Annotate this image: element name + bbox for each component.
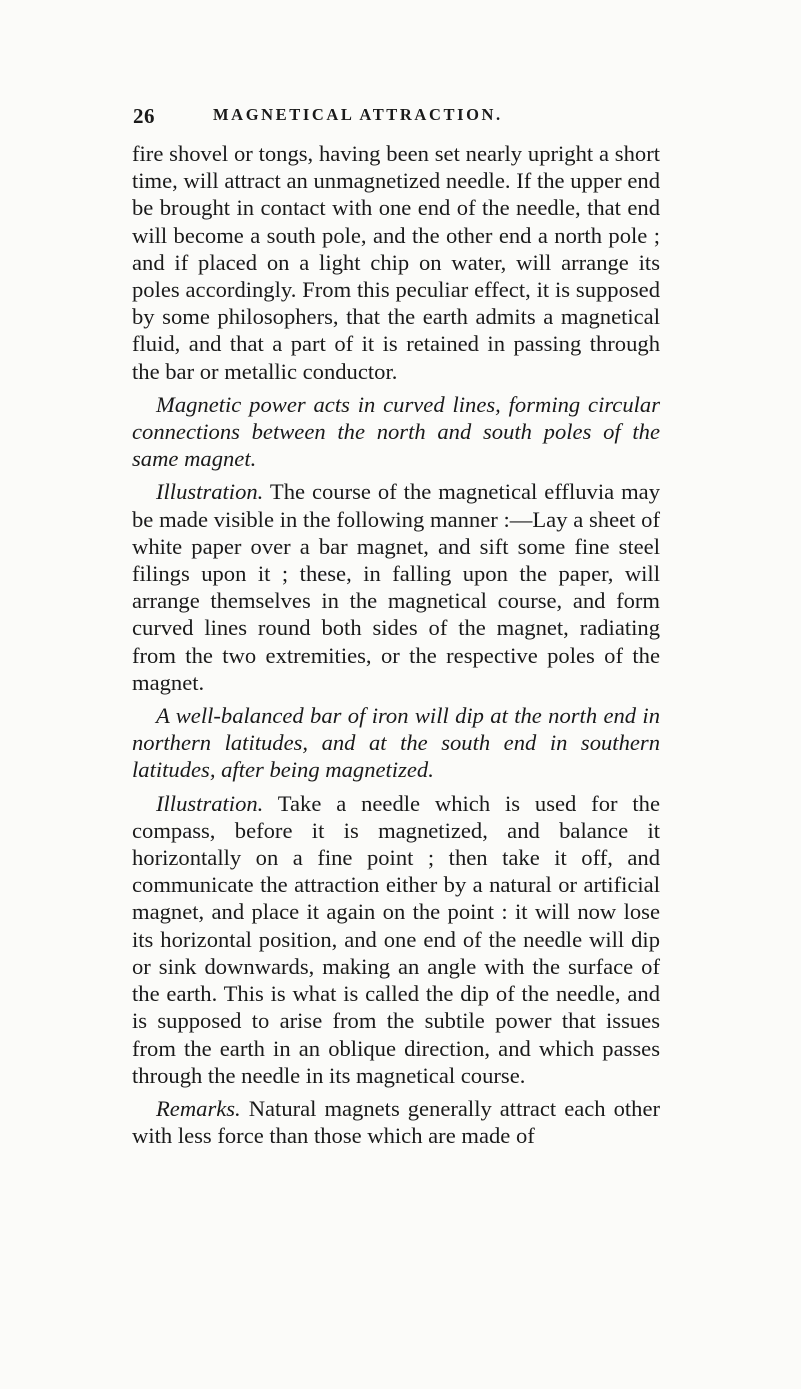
proposition-curved-lines: Magnetic power acts in curved lines, forming circular connections between the north and south poles of the same magnet. — [132, 391, 660, 472]
illustration-text: Take a needle which is used for the compass, before it is magnetized, and balance it horizontally on a fine point ; then take it off, and communicate the attraction either by a natural or artificial magnet, and place it again on the point : it will now lose its horizontal position, and one end of the needle will dip or sink downwards, making an angle with the surface of the earth. This is what is called the dip of the needle, and is supposed to arise from the subtile power that issues from the earth in an oblique direction, and which passes through the needle in its magnetical course. — [132, 790, 660, 1088]
page-number: 26 — [133, 104, 155, 128]
body-text — [132, 140, 660, 1149]
illustration-label: Illustration. — [156, 790, 264, 816]
illustration-needle — [132, 790, 660, 1089]
proposition-dip: A well-balanced bar of iron will dip at the north end in northern latitudes, and at the south end in southern latitudes, after being magnetized. — [132, 703, 660, 783]
remarks-label: Remarks. — [156, 1095, 241, 1121]
illustration-effluvia — [132, 478, 660, 696]
paragraph-continuation: fire shovel or tongs, having been set nearly upright a short time, will attract an unmagnetized needle. If the upper end be brought in contact with one end of the needle, that end will become a south pole, and the other end a north pole ; and if placed on a light chip on water, will arrange its poles accordingly. From this peculiar effect, it is supposed by some philosophers, that the earth admits a magnetical fluid, and that a part of it is retained in passing through the bar or metallic conductor. — [132, 141, 660, 384]
running-head — [133, 104, 663, 128]
remarks-paragraph — [132, 1095, 660, 1149]
illustration-text: The course of the magnetical effluvia may be made visible in the following manner :—Lay a sheet of white paper over a bar magnet, and sift some fine steel filings upon it ; these, in falling upon the paper, will arrange themselves in the magnetical course, and form curved lines round both sides of the magnet, radiating from the two extremities, or the respective poles of the magnet. — [132, 479, 660, 695]
running-title: MAGNETICAL ATTRACTION. — [213, 105, 503, 124]
illustration-label: Illustration. — [156, 479, 264, 505]
remarks-text: Natural magnets generally attract each other with less force than those which are made of — [132, 1095, 660, 1149]
